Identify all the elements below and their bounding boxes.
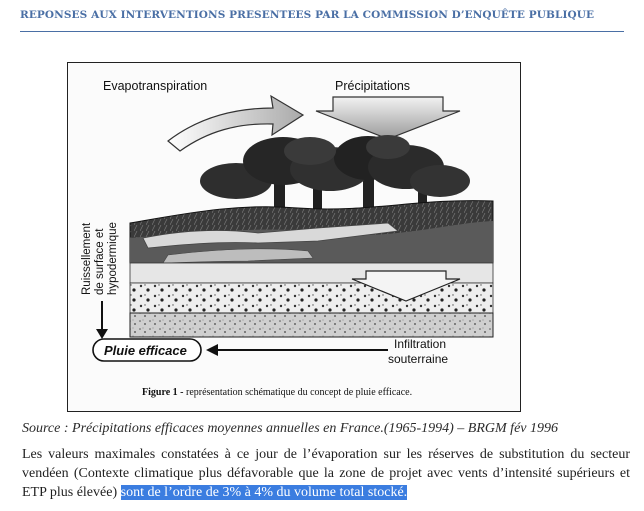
source-citation: Source : Précipitations efficaces moyennes annuelles en France.(1965-1994) – BRGM fév 1996 [22,421,558,436]
body-paragraph [22,445,630,502]
figure-caption [142,387,412,398]
runoff-label-line-3: hypodermique [107,222,119,295]
figure-diagram [68,63,520,411]
runoff-label-line-2: de surface et [94,228,106,295]
body-paragraph-text: Les valeurs maximales constatées à ce jour de l’évaporation sur les réserves de substitution du secteur vendéen (Contexte climatique plus défavorable que la zone de projet avec vents d’intensité supérieurs et ETP plus élevée) [22,447,630,500]
runoff-label [81,222,119,295]
infiltration-label-line-1: Infiltration [394,337,447,351]
evapotranspiration-label: Evapotranspiration [103,79,208,93]
page-header-title: REPONSES AUX INTERVENTIONS PRESENTEES PAR LA COMMISSION D’ENQUÊTE PUBLIQUE [20,9,595,21]
figure-caption-text: représentation schématique du concept de pluie efficace. [183,387,413,398]
runoff-arrow [96,301,108,339]
highlighted-selection[interactable]: sont de l’ordre de 3% à 4% du volume total stocké. [120,485,408,500]
header-divider [20,31,624,32]
soil-layers [130,201,493,337]
precipitations-arrow [316,97,460,139]
infiltration-label-line-2: souterraine [388,352,449,366]
pluie-efficace-figure [67,62,521,412]
figure-caption-number: Figure 1 - [142,387,184,398]
precipitations-label: Précipitations [335,79,411,93]
infiltration-to-box-arrow [206,344,388,356]
runoff-label-line-1: Ruissellement [81,222,93,295]
pluie-efficace-label: Pluie efficace [104,343,187,358]
